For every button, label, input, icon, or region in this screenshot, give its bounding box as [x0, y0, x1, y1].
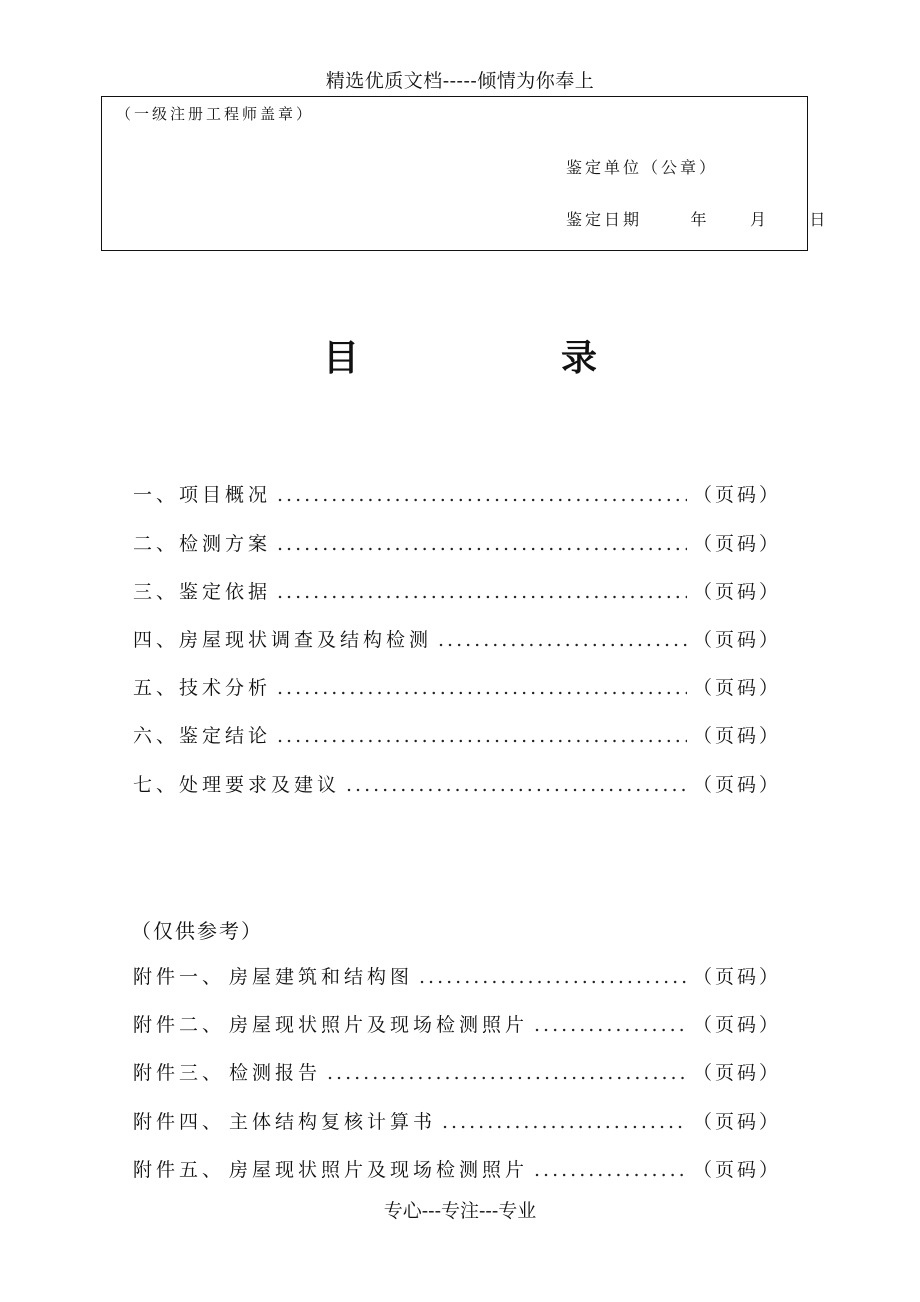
toc-entry-page: （页码） [692, 533, 781, 555]
appendix-page: （页码） [692, 1014, 781, 1036]
toc-entry-label: 七、处理要求及建议 [133, 774, 341, 796]
appendix-entry[interactable] [133, 1107, 781, 1137]
appendix-number: 附件四、 [133, 1111, 226, 1133]
appendix-number: 附件二、 [133, 1014, 226, 1036]
appraisal-date-label: 鉴定日期 年 月 日 [566, 210, 829, 229]
toc-entry-page: （页码） [692, 725, 781, 747]
reference-note: （仅供参考） [131, 919, 263, 943]
appendix-label: 房屋现状照片及现场检测照片 [229, 1014, 529, 1036]
seal-box [101, 96, 829, 251]
toc-entry[interactable] [133, 577, 781, 607]
appendix-entry[interactable] [133, 1155, 781, 1185]
toc-entry-label: 一、项目概况 [133, 484, 272, 506]
toc-entry[interactable] [133, 480, 781, 510]
toc-entry[interactable] [133, 770, 781, 800]
toc-entry[interactable] [133, 673, 781, 703]
leader-dots [277, 533, 687, 555]
toc-entry-page: （页码） [692, 677, 781, 699]
page-footer: 专心---专注---专业 [383, 1200, 537, 1222]
appendix-page: （页码） [692, 1111, 781, 1133]
toc-entry-label: 六、鉴定结论 [133, 725, 272, 747]
appendix-number: 附件五、 [133, 1159, 226, 1181]
toc-entry-page: （页码） [692, 581, 781, 603]
toc-entry-page: （页码） [692, 774, 781, 796]
toc-title-char-2: 录 [561, 338, 598, 379]
toc-entry[interactable] [133, 625, 781, 655]
leader-dots [277, 677, 687, 699]
toc-entry-label: 三、鉴定依据 [133, 581, 272, 603]
toc-entry[interactable] [133, 721, 781, 751]
toc-entry-label: 四、房屋现状调查及结构检测 [133, 629, 433, 651]
page-header-banner: 精选优质文档-----倾情为你奉上 [325, 70, 595, 92]
appendix-entry[interactable] [133, 962, 781, 992]
toc-entry-label: 五、技术分析 [133, 677, 272, 699]
leader-dots [442, 1111, 687, 1133]
leader-dots [534, 1014, 687, 1036]
leader-dots [346, 774, 687, 796]
appraisal-unit-label: 鉴定单位（公章） [566, 158, 719, 177]
appendix-label: 房屋现状照片及现场检测照片 [229, 1159, 529, 1181]
leader-dots [277, 484, 687, 506]
leader-dots [419, 966, 687, 988]
leader-dots [327, 1062, 687, 1084]
leader-dots [277, 581, 687, 603]
appendix-page: （页码） [692, 1062, 781, 1084]
toc-entry-label: 二、检测方案 [133, 533, 272, 555]
engineer-seal-label: （一级注册工程师盖章） [116, 105, 315, 123]
leader-dots [438, 629, 687, 651]
toc-entry-page: （页码） [692, 629, 781, 651]
toc-entry[interactable] [133, 529, 781, 559]
appendix-label: 检测报告 [229, 1062, 322, 1084]
appendix-number: 附件一、 [133, 966, 226, 988]
appendix-label: 房屋建筑和结构图 [229, 966, 414, 988]
toc-entry-page: （页码） [692, 484, 781, 506]
appendix-entry[interactable] [133, 1010, 781, 1040]
appendix-number: 附件三、 [133, 1062, 226, 1084]
appendix-page: （页码） [692, 966, 781, 988]
appendix-entry[interactable] [133, 1058, 781, 1088]
leader-dots [277, 725, 687, 747]
appendix-label: 主体结构复核计算书 [229, 1111, 437, 1133]
toc-title-char-1: 目 [323, 338, 360, 379]
leader-dots [534, 1159, 687, 1181]
appendix-page: （页码） [692, 1159, 781, 1181]
